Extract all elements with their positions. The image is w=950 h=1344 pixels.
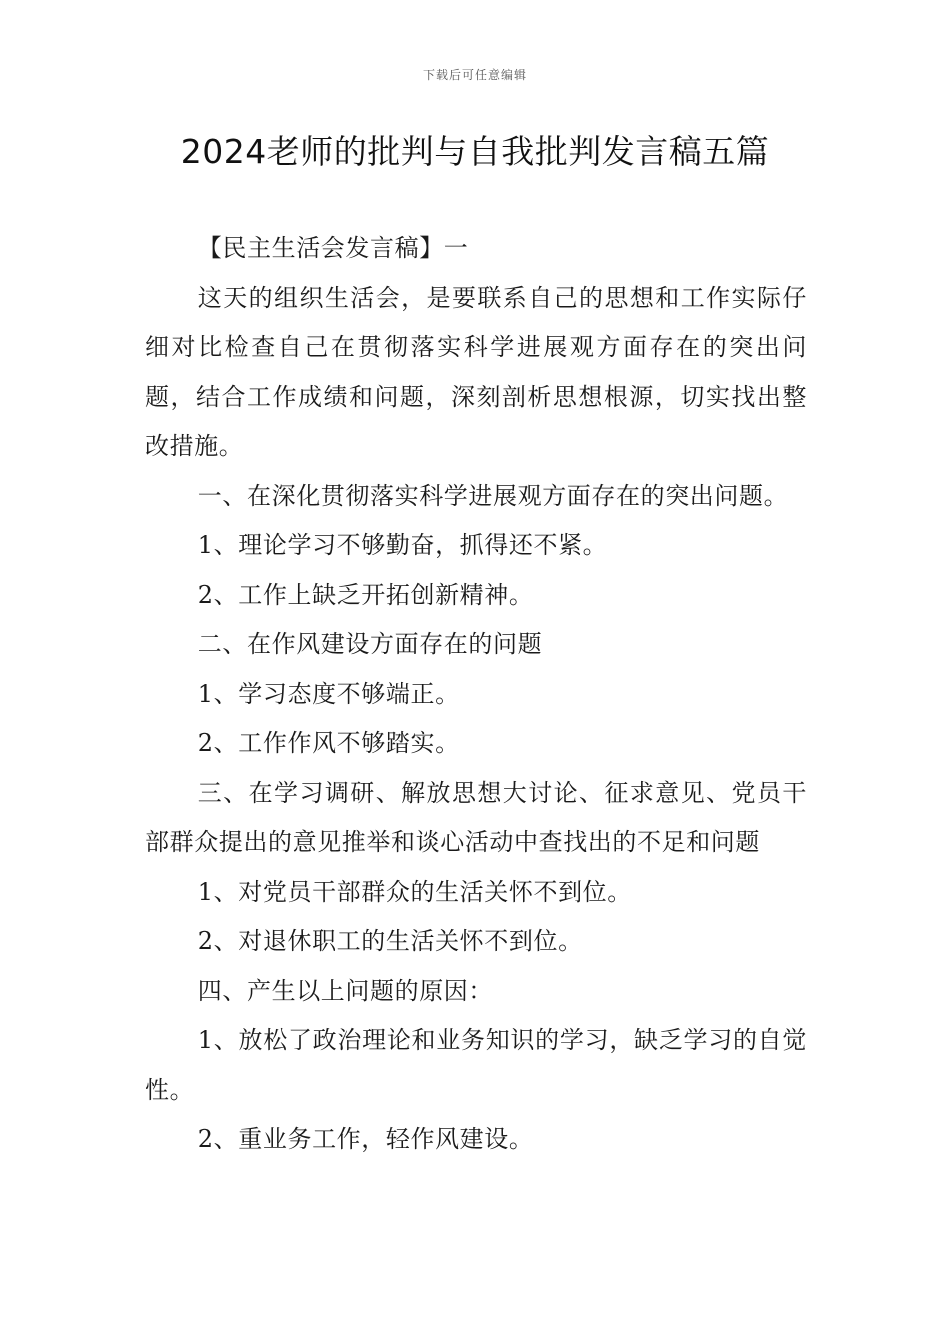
paragraph: 2、重业务工作，轻作风建设。 xyxy=(197,1125,534,1153)
header-note: 下载后可任意编辑 xyxy=(422,68,527,82)
paragraph: 2、工作作风不够踏实。 xyxy=(197,729,460,757)
paragraph: 1、理论学习不够勤奋，抓得还不紧。 xyxy=(197,531,608,559)
paragraph: 这天的组织生活会，是要联系自己的思想和工作实际仔细对比检查自己在贯彻落实科学进展观方面存在的突出问题，结合工作成绩和问题，深刻剖析思想根源，切实找出整改措施。 xyxy=(145,283,807,460)
paragraph: 1、学习态度不够端正。 xyxy=(197,679,460,708)
paragraph: 三、在学习调研、解放思想大讨论、征求意见、党员干部群众提出的意见推举和谈心活动中查找出的不足和问题 xyxy=(145,778,807,856)
document-body xyxy=(145,224,807,1165)
section-heading: 【民主生活会发言稿】一 xyxy=(197,234,469,262)
document-title: 2024老师的批判与自我批判发言稿五篇 xyxy=(180,132,770,171)
paragraph: 1、放松了政治理论和业务知识的学习，缺乏学习的自觉性。 xyxy=(145,1026,807,1104)
paragraph: 四、产生以上问题的原因： xyxy=(197,976,493,1005)
paragraph: 2、对退休职工的生活关怀不到位。 xyxy=(197,927,583,955)
paragraph: 一、在深化贯彻落实科学进展观方面存在的突出问题。 xyxy=(197,481,789,510)
paragraph: 2、工作上缺乏开拓创新精神。 xyxy=(197,580,534,609)
paragraph: 1、对党员干部群众的生活关怀不到位。 xyxy=(197,877,632,906)
paragraph: 二、在作风建设方面存在的问题 xyxy=(197,630,543,658)
